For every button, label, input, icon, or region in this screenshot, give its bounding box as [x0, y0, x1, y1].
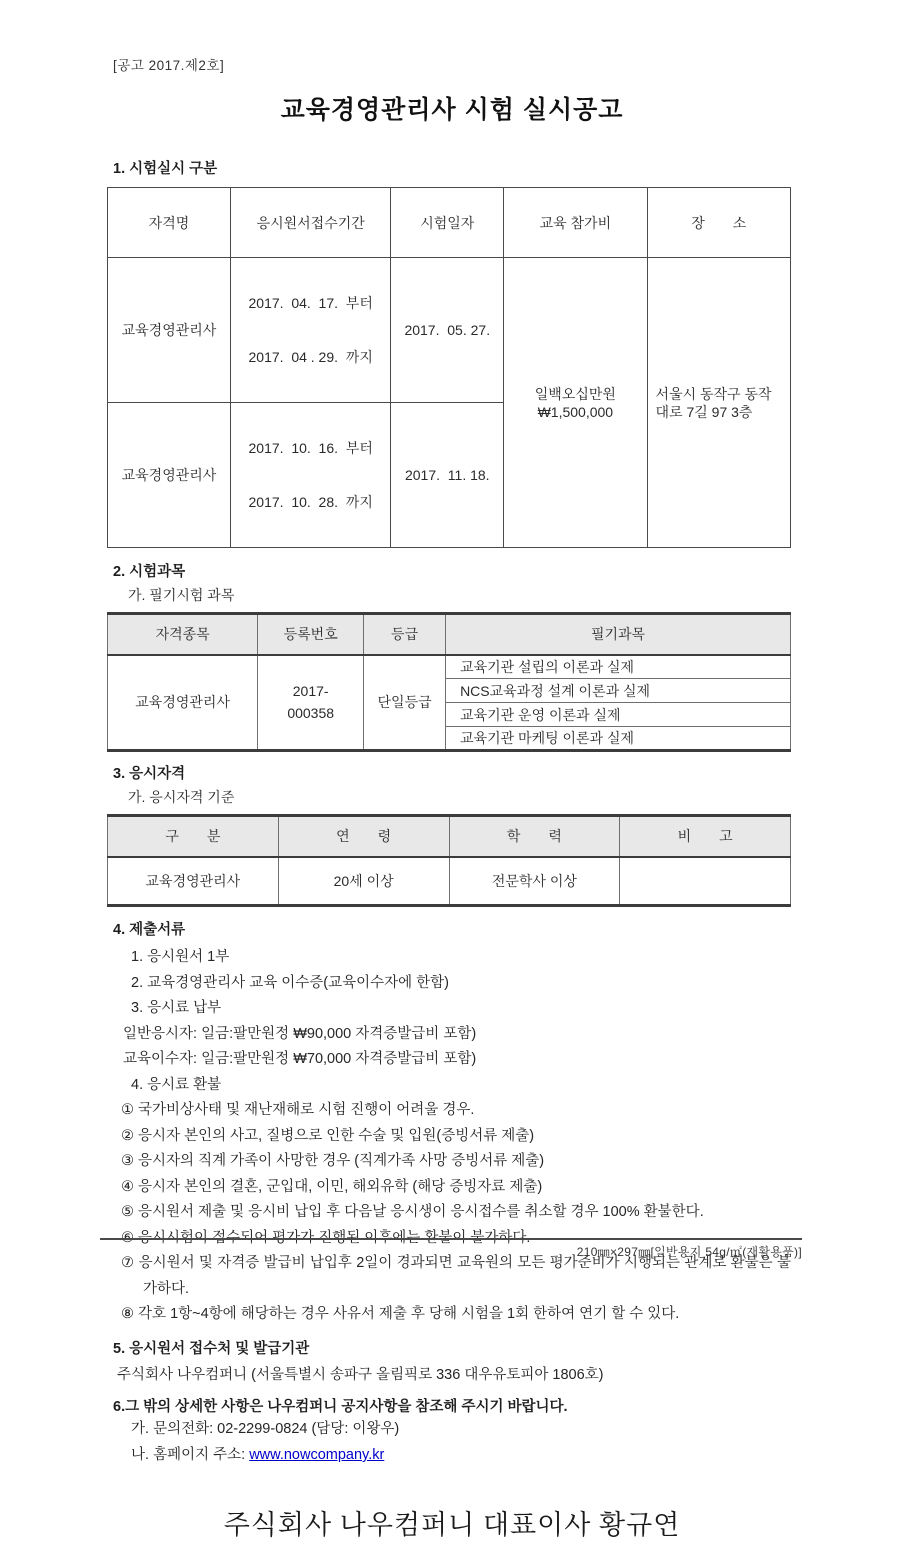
- page-title: 교육경영관리사 시험 실시공고: [280, 96, 624, 124]
- table-header-row: [108, 614, 791, 655]
- section6-heading: 6.그 밖의 상세한 사항은 나우컴퍼니 공지사항을 참조해 주시기 바랍니다.: [113, 1398, 568, 1415]
- list-item: 2. 교육경영관리사 교육 이수증(교육이수자에 한함): [131, 974, 450, 991]
- col-written-subjects: 필기과목: [446, 614, 791, 655]
- table-header-row: [108, 816, 791, 857]
- section3-heading: 3. 응시자격: [113, 766, 186, 782]
- paper-spec: 210㎜×297㎜[일반용지 54g/㎡(재활용품)]: [576, 1245, 802, 1259]
- category: 교육경영관리사: [108, 857, 279, 906]
- registration-number-line2: 000358: [287, 705, 335, 722]
- section5-heading: 5. 응시원서 접수처 및 발급기관: [113, 1340, 310, 1357]
- section2-heading: 2. 시험과목: [113, 564, 186, 580]
- col-category: 구 분: [108, 816, 279, 857]
- list-item: ① 국가비상사태 및 재난재해로 시험 진행이 어려울 경우.: [121, 1102, 475, 1118]
- col-education: 학 력: [449, 816, 620, 857]
- col-grade: 등급: [364, 614, 446, 655]
- table-row: [108, 258, 791, 403]
- homepage-label: 나. 홈페이지 주소:: [131, 1447, 250, 1463]
- section3-subheading: 가. 응시자격 기준: [128, 789, 235, 805]
- exam-date: 2017. 05. 27.: [391, 258, 504, 403]
- period-from: 2017. 04. 17. 부터: [248, 295, 373, 311]
- col-location: 장 소: [647, 188, 790, 258]
- written-subjects-table: [107, 612, 791, 752]
- exam-schedule-table: [107, 187, 791, 548]
- list-item: ⑤ 응시원서 제출 및 응시비 납입 후 다음날 응시생이 응시접수를 취소할 경우 100% 환불한다.: [121, 1204, 704, 1220]
- period-from: 2017. 10. 16. 부터: [248, 440, 373, 456]
- fee-cell: [504, 258, 647, 548]
- submission-documents-list: [113, 945, 791, 1328]
- col-note: 비 고: [620, 816, 791, 857]
- fee-text: 일백오십만원: [534, 385, 616, 402]
- certificate-name: 교육경영관리사: [108, 403, 231, 548]
- signature-line: 주식회사 나우컴퍼니 대표이사 황규연: [223, 1509, 681, 1540]
- col-registration-no: 등록번호: [258, 614, 364, 655]
- period-to: 2017. 04 . 29. 까지: [248, 349, 373, 365]
- col-age: 연 령: [278, 816, 449, 857]
- list-item: 교육이수자: 일금:팔만원정 ₩70,000 자격증발급비 포함): [123, 1051, 477, 1067]
- list-item: ④ 응시자 본인의 결혼, 군입대, 이민, 해외유학 (해당 증빙자료 제출): [121, 1178, 543, 1195]
- col-fee: 교육 참가비: [504, 188, 647, 258]
- education-requirement: 전문학사 이상: [449, 857, 620, 906]
- homepage-line: [131, 1442, 791, 1469]
- table-row: [108, 857, 791, 906]
- section4-heading: 4. 제출서류: [113, 922, 186, 938]
- section1-heading: 1. 시험실시 구분: [113, 161, 218, 177]
- exam-date: 2017. 11. 18.: [391, 403, 504, 548]
- registration-number: [258, 655, 364, 751]
- certificate-type: 교육경영관리사: [108, 655, 258, 751]
- issuer-address: 주식회사 나우컴퍼니 (서울특별시 송파구 올림픽로 336 대우유토피아 1806호): [117, 1366, 604, 1383]
- list-item: 3. 응시료 납부: [131, 1000, 222, 1016]
- list-item: 1. 응시원서 1부: [131, 949, 230, 965]
- certificate-name: 교육경영관리사: [108, 258, 231, 403]
- list-item: ② 응시자 본인의 사고, 질병으로 인한 수술 및 입원(증빙서류 제출): [121, 1127, 535, 1144]
- table-row: [108, 655, 791, 679]
- note: [620, 857, 791, 906]
- col-certificate-type: 자격종목: [108, 614, 258, 655]
- period-to: 2017. 10. 28. 까지: [248, 494, 373, 510]
- homepage-link[interactable]: www.nowcompany.kr: [249, 1447, 385, 1463]
- subject-item: 교육기관 운영 이론과 실제: [446, 703, 791, 727]
- section2-subheading: 가. 필기시험 과목: [128, 587, 235, 603]
- list-item: ⑦ 응시원서 및 자격증 발급비 납입후 2일이 경과되면 교육원의 모든 평가준비가 시행되는 관계로 환불은 불가하다.: [121, 1255, 791, 1297]
- col-exam-date: 시험일자: [391, 188, 504, 258]
- grade: 단일등급: [364, 655, 446, 751]
- list-item: ⑥ 응시시험이 접수되어 평가가 진행된 이후에는 환불이 불가하다.: [121, 1229, 531, 1246]
- subject-item: 교육기관 설립의 이론과 실제: [446, 655, 791, 679]
- contact-phone-line: 가. 문의전화: 02-2299-0824 (담당: 이왕우): [131, 1420, 400, 1437]
- subject-item: NCS교육과정 설계 이론과 실제: [446, 679, 791, 703]
- location-cell: 서울시 동작구 동작대로 7길 97 3층: [647, 258, 790, 548]
- registration-number-line1: 2017-: [292, 683, 329, 700]
- footer-divider: [100, 1238, 802, 1260]
- application-period: [230, 258, 391, 403]
- notice-number: [공고 2017.제2호]: [113, 58, 225, 73]
- subject-item: 교육기관 마케팅 이론과 실제: [446, 727, 791, 751]
- table-header-row: [108, 188, 791, 258]
- col-certificate-name: 자격명: [108, 188, 231, 258]
- eligibility-table: [107, 814, 791, 907]
- list-item: ③ 응시자의 직계 가족이 사망한 경우 (직계가족 사망 증빙서류 제출): [121, 1153, 545, 1169]
- list-item: ⑧ 각호 1항~4항에 해당하는 경우 사유서 제출 후 당해 시험을 1회 한하여 연기 할 수 있다.: [121, 1306, 680, 1322]
- application-period: [230, 403, 391, 548]
- list-item: 일반응시자: 일금:팔만원정 ₩90,000 자격증발급비 포함): [123, 1025, 477, 1042]
- list-item: 4. 응시료 환불: [131, 1076, 222, 1093]
- fee-amount: ₩1,500,000: [537, 403, 614, 420]
- age-requirement: 20세 이상: [278, 857, 449, 906]
- col-application-period: 응시원서접수기간: [230, 188, 391, 258]
